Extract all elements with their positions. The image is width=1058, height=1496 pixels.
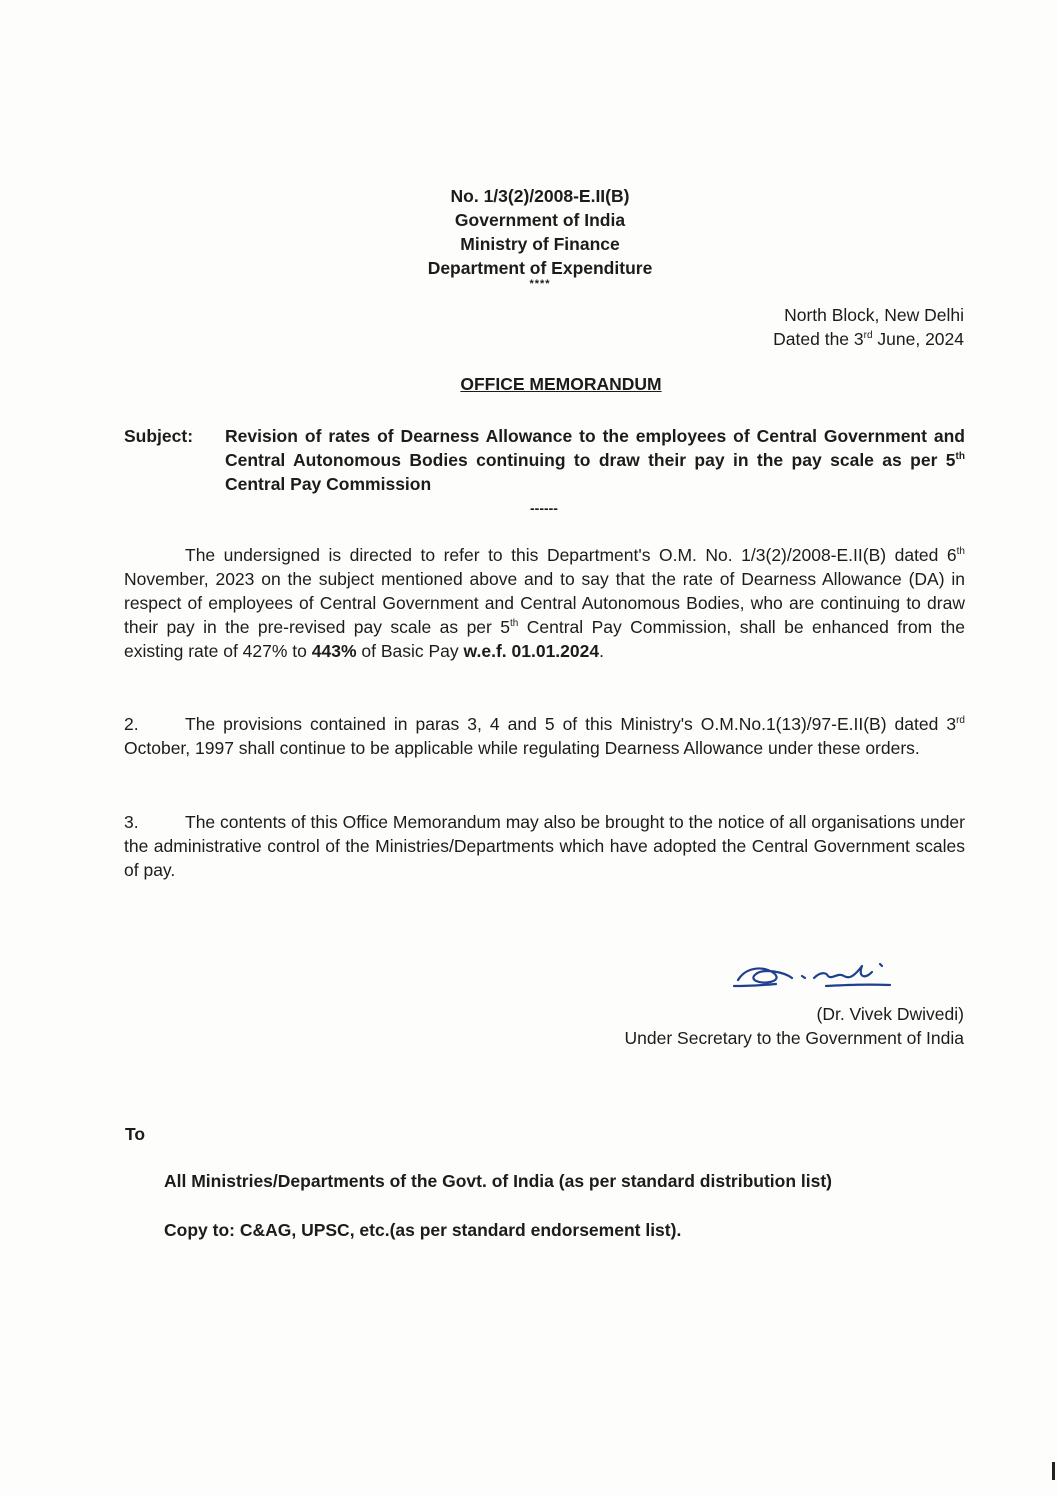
- government-name: Government of India: [454, 210, 626, 230]
- signatory-designation: Under Secretary to the Government of India: [624, 1028, 964, 1048]
- date: Dated the 3rd June, 2024: [773, 329, 964, 349]
- paragraph-3: 3. The contents of this Office Memorandum may also be brought to the notice of all organisations under the administrative control of the Ministries/Departments which have adopted the Central Government scales of pay.: [124, 812, 965, 880]
- letterhead: [340, 184, 740, 288]
- subject-label: Subject:: [124, 426, 194, 446]
- department-name: Department of Expenditure: [427, 258, 653, 278]
- document-title: OFFICE MEMORANDUM: [460, 374, 662, 394]
- effective-date: w.e.f. 01.01.2024: [463, 641, 600, 661]
- subject-block: [124, 424, 965, 496]
- separator-stars: ****: [529, 278, 551, 290]
- reference-number: No. 1/3(2)/2008-E.II(B): [450, 186, 630, 206]
- paragraph-2: 2. The provisions contained in paras 3, 4 and 5 of this Ministry's O.M.No.1(13)/97-E.II(B) dated 3rd October, 1997 shall continue to be applicable while regulating Dearness Allowance under these orders.: [124, 714, 965, 758]
- signatory-block: [625, 1002, 964, 1050]
- location: North Block, New Delhi: [784, 305, 964, 325]
- addressee-label: To: [125, 1124, 146, 1144]
- ministry-name: Ministry of Finance: [460, 234, 620, 254]
- copy-to-list: Copy to: C&AG, UPSC, etc.(as per standard endorsement list).: [164, 1220, 682, 1240]
- new-da-rate: 443%: [311, 641, 357, 661]
- distribution-list: All Ministries/Departments of the Govt. of India (as per standard distribution list): [164, 1171, 832, 1191]
- signatory-name: (Dr. Vivek Dwivedi): [816, 1004, 964, 1024]
- paragraph-1: The undersigned is directed to refer to this Department's O.M. No. 1/3(2)/2008-E.II(B) dated 6th November, 2023 on the subject mentioned above and to say that the rate of Dearness Allowance (DA) in respect of employees of Central Government and Central Autonomous Bodies, who are continuing to draw their pay in the pre-revised pay scale as per 5th Central Pay Commission, shall be enhanced from the existing rate of 427% to 443% of Basic Pay w.e.f. 01.01.2024.: [124, 545, 965, 661]
- place-and-date: [773, 303, 964, 351]
- subject-separator: ------: [530, 500, 558, 516]
- handwritten-signature: [730, 950, 930, 1000]
- subject-text: Revision of rates of Dearness Allowance to the employees of Central Government and Central Autonomous Bodies continuing to draw their pay in the pay scale as per 5th Central Pay Commission: [225, 426, 965, 494]
- scan-edge-mark: [1052, 1462, 1055, 1480]
